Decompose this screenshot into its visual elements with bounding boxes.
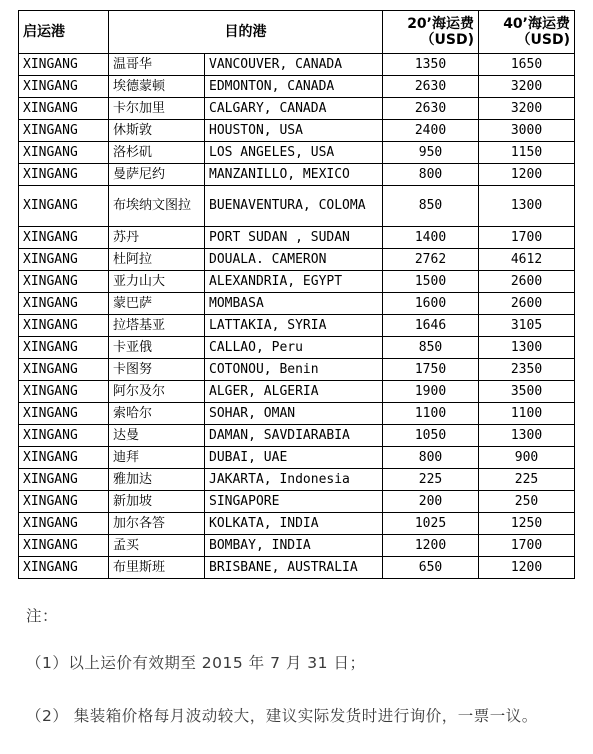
origin-cell: XINGANG bbox=[19, 403, 109, 425]
table-row bbox=[19, 98, 575, 120]
destination-en-cell: COTONOU, Benin bbox=[205, 359, 383, 381]
destination-en-cell: VANCOUVER, CANADA bbox=[205, 54, 383, 76]
origin-cell: XINGANG bbox=[19, 76, 109, 98]
destination-cn-cell: 卡亚俄 bbox=[109, 337, 205, 359]
table-row bbox=[19, 227, 575, 249]
rate-40ft-cell: 1700 bbox=[479, 535, 575, 557]
rate-40ft-cell: 1300 bbox=[479, 186, 575, 227]
rate-20ft-cell: 225 bbox=[383, 469, 479, 491]
destination-en-cell: MOMBASA bbox=[205, 293, 383, 315]
table-row bbox=[19, 293, 575, 315]
destination-en-cell: PORT SUDAN , SUDAN bbox=[205, 227, 383, 249]
rate-40ft-cell: 4612 bbox=[479, 249, 575, 271]
table-row bbox=[19, 164, 575, 186]
rate-40ft-cell: 900 bbox=[479, 447, 575, 469]
rate-40ft-cell: 3105 bbox=[479, 315, 575, 337]
destination-en-cell: KOLKATA, INDIA bbox=[205, 513, 383, 535]
header-40ft-rate-title: 40’海运费 bbox=[503, 16, 570, 32]
destination-cn-cell: 曼萨尼约 bbox=[109, 164, 205, 186]
destination-en-cell: BOMBAY, INDIA bbox=[205, 535, 383, 557]
rate-20ft-cell: 2762 bbox=[383, 249, 479, 271]
destination-en-cell: CALLAO, Peru bbox=[205, 337, 383, 359]
note-price-fluctuation: （2） 集装箱价格每月波动较大，建议实际发货时进行询价，一票一议。 bbox=[26, 707, 538, 725]
header-40ft-rate-unit: （USD) bbox=[516, 32, 570, 48]
table-row bbox=[19, 315, 575, 337]
origin-cell: XINGANG bbox=[19, 447, 109, 469]
header-20ft-rate bbox=[383, 11, 479, 54]
destination-cn-cell: 雅加达 bbox=[109, 469, 205, 491]
destination-en-cell: EDMONTON, CANADA bbox=[205, 76, 383, 98]
table-row bbox=[19, 142, 575, 164]
header-20ft-rate-unit: （USD) bbox=[420, 32, 474, 48]
rate-40ft-cell: 3200 bbox=[479, 76, 575, 98]
destination-cn-cell: 迪拜 bbox=[109, 447, 205, 469]
destination-cn-cell: 达曼 bbox=[109, 425, 205, 447]
destination-cn-cell: 卡图努 bbox=[109, 359, 205, 381]
origin-cell: XINGANG bbox=[19, 54, 109, 76]
destination-en-cell: BRISBANE, AUSTRALIA bbox=[205, 557, 383, 579]
rate-20ft-cell: 1100 bbox=[383, 403, 479, 425]
destination-cn-cell: 苏丹 bbox=[109, 227, 205, 249]
table-row bbox=[19, 337, 575, 359]
header-origin-port: 启运港 bbox=[19, 11, 109, 54]
rate-40ft-cell: 1150 bbox=[479, 142, 575, 164]
table-row bbox=[19, 469, 575, 491]
rate-40ft-cell: 1700 bbox=[479, 227, 575, 249]
destination-en-cell: DAMAN, SAVDIARABIA bbox=[205, 425, 383, 447]
rate-40ft-cell: 3200 bbox=[479, 98, 575, 120]
rate-20ft-cell: 1900 bbox=[383, 381, 479, 403]
destination-en-cell: SOHAR, OMAN bbox=[205, 403, 383, 425]
rate-20ft-cell: 2630 bbox=[383, 98, 479, 120]
origin-cell: XINGANG bbox=[19, 227, 109, 249]
rate-20ft-cell: 2630 bbox=[383, 76, 479, 98]
rate-20ft-cell: 850 bbox=[383, 337, 479, 359]
note-validity: （1）以上运价有效期至 2015 年 7 月 31 日； bbox=[26, 654, 366, 672]
destination-cn-cell: 新加坡 bbox=[109, 491, 205, 513]
destination-en-cell: JAKARTA, Indonesia bbox=[205, 469, 383, 491]
rate-40ft-cell: 1200 bbox=[479, 164, 575, 186]
destination-en-cell: DUBAI, UAE bbox=[205, 447, 383, 469]
table-row bbox=[19, 557, 575, 579]
origin-cell: XINGANG bbox=[19, 186, 109, 227]
rate-40ft-cell: 2600 bbox=[479, 293, 575, 315]
table-row bbox=[19, 54, 575, 76]
origin-cell: XINGANG bbox=[19, 359, 109, 381]
rate-40ft-cell: 2350 bbox=[479, 359, 575, 381]
destination-cn-cell: 洛杉矶 bbox=[109, 142, 205, 164]
origin-cell: XINGANG bbox=[19, 98, 109, 120]
rate-20ft-cell: 1025 bbox=[383, 513, 479, 535]
destination-en-cell: BUENAVENTURA, COLOMA bbox=[205, 186, 383, 227]
header-20ft-rate-title: 20’海运费 bbox=[407, 16, 474, 32]
destination-en-cell: ALGER, ALGERIA bbox=[205, 381, 383, 403]
origin-cell: XINGANG bbox=[19, 164, 109, 186]
rate-20ft-cell: 850 bbox=[383, 186, 479, 227]
destination-en-cell: DOUALA. CAMERON bbox=[205, 249, 383, 271]
rate-20ft-cell: 1500 bbox=[383, 271, 479, 293]
rate-20ft-cell: 800 bbox=[383, 164, 479, 186]
table-row bbox=[19, 381, 575, 403]
rate-40ft-cell: 1250 bbox=[479, 513, 575, 535]
table-row bbox=[19, 425, 575, 447]
rate-40ft-cell: 1200 bbox=[479, 557, 575, 579]
origin-cell: XINGANG bbox=[19, 293, 109, 315]
destination-en-cell: SINGAPORE bbox=[205, 491, 383, 513]
origin-cell: XINGANG bbox=[19, 535, 109, 557]
destination-cn-cell: 索哈尔 bbox=[109, 403, 205, 425]
rate-20ft-cell: 650 bbox=[383, 557, 479, 579]
table-row bbox=[19, 403, 575, 425]
freight-rate-table bbox=[18, 10, 575, 579]
table-row bbox=[19, 513, 575, 535]
rate-20ft-cell: 1200 bbox=[383, 535, 479, 557]
origin-cell: XINGANG bbox=[19, 315, 109, 337]
destination-en-cell: MANZANILLO, MEXICO bbox=[205, 164, 383, 186]
origin-cell: XINGANG bbox=[19, 249, 109, 271]
origin-cell: XINGANG bbox=[19, 381, 109, 403]
table-row bbox=[19, 447, 575, 469]
origin-cell: XINGANG bbox=[19, 557, 109, 579]
rate-20ft-cell: 1050 bbox=[383, 425, 479, 447]
table-row bbox=[19, 535, 575, 557]
header-40ft-rate bbox=[479, 11, 575, 54]
destination-en-cell: ALEXANDRIA, EGYPT bbox=[205, 271, 383, 293]
rate-40ft-cell: 1300 bbox=[479, 337, 575, 359]
origin-cell: XINGANG bbox=[19, 337, 109, 359]
table-row bbox=[19, 491, 575, 513]
destination-cn-cell: 拉塔基亚 bbox=[109, 315, 205, 337]
table-row bbox=[19, 359, 575, 381]
rate-40ft-cell: 1650 bbox=[479, 54, 575, 76]
table-row bbox=[19, 186, 575, 227]
destination-cn-cell: 杜阿拉 bbox=[109, 249, 205, 271]
rate-40ft-cell: 250 bbox=[479, 491, 575, 513]
origin-cell: XINGANG bbox=[19, 142, 109, 164]
rate-20ft-cell: 950 bbox=[383, 142, 479, 164]
origin-cell: XINGANG bbox=[19, 513, 109, 535]
destination-cn-cell: 埃德蒙顿 bbox=[109, 76, 205, 98]
rate-40ft-cell: 225 bbox=[479, 469, 575, 491]
destination-cn-cell: 温哥华 bbox=[109, 54, 205, 76]
rate-20ft-cell: 1750 bbox=[383, 359, 479, 381]
table-row bbox=[19, 271, 575, 293]
rate-20ft-cell: 800 bbox=[383, 447, 479, 469]
origin-cell: XINGANG bbox=[19, 271, 109, 293]
destination-cn-cell: 蒙巴萨 bbox=[109, 293, 205, 315]
rate-20ft-cell: 1350 bbox=[383, 54, 479, 76]
destination-cn-cell: 亚力山大 bbox=[109, 271, 205, 293]
destination-en-cell: LATTAKIA, SYRIA bbox=[205, 315, 383, 337]
rate-40ft-cell: 3500 bbox=[479, 381, 575, 403]
rate-40ft-cell: 3000 bbox=[479, 120, 575, 142]
rate-20ft-cell: 2400 bbox=[383, 120, 479, 142]
rate-40ft-cell: 2600 bbox=[479, 271, 575, 293]
origin-cell: XINGANG bbox=[19, 469, 109, 491]
header-destination-port: 目的港 bbox=[109, 11, 383, 54]
destination-en-cell: LOS ANGELES, USA bbox=[205, 142, 383, 164]
origin-cell: XINGANG bbox=[19, 425, 109, 447]
rate-20ft-cell: 1600 bbox=[383, 293, 479, 315]
table-row bbox=[19, 76, 575, 98]
notes-heading: 注： bbox=[26, 607, 59, 625]
table-header-row bbox=[19, 11, 575, 54]
destination-en-cell: HOUSTON, USA bbox=[205, 120, 383, 142]
destination-cn-cell: 孟买 bbox=[109, 535, 205, 557]
destination-cn-cell: 布里斯班 bbox=[109, 557, 205, 579]
rate-20ft-cell: 1400 bbox=[383, 227, 479, 249]
rate-20ft-cell: 1646 bbox=[383, 315, 479, 337]
destination-cn-cell: 休斯敦 bbox=[109, 120, 205, 142]
destination-cn-cell: 阿尔及尔 bbox=[109, 381, 205, 403]
destination-cn-cell: 卡尔加里 bbox=[109, 98, 205, 120]
origin-cell: XINGANG bbox=[19, 491, 109, 513]
rate-20ft-cell: 200 bbox=[383, 491, 479, 513]
destination-cn-cell: 加尔各答 bbox=[109, 513, 205, 535]
rate-40ft-cell: 1300 bbox=[479, 425, 575, 447]
notes-section bbox=[26, 604, 581, 734]
destination-en-cell: CALGARY, CANADA bbox=[205, 98, 383, 120]
table-row bbox=[19, 120, 575, 142]
table-row bbox=[19, 249, 575, 271]
rate-40ft-cell: 1100 bbox=[479, 403, 575, 425]
destination-cn-cell: 布埃纳文图拉 bbox=[109, 186, 205, 227]
table-body bbox=[19, 54, 575, 579]
origin-cell: XINGANG bbox=[19, 120, 109, 142]
